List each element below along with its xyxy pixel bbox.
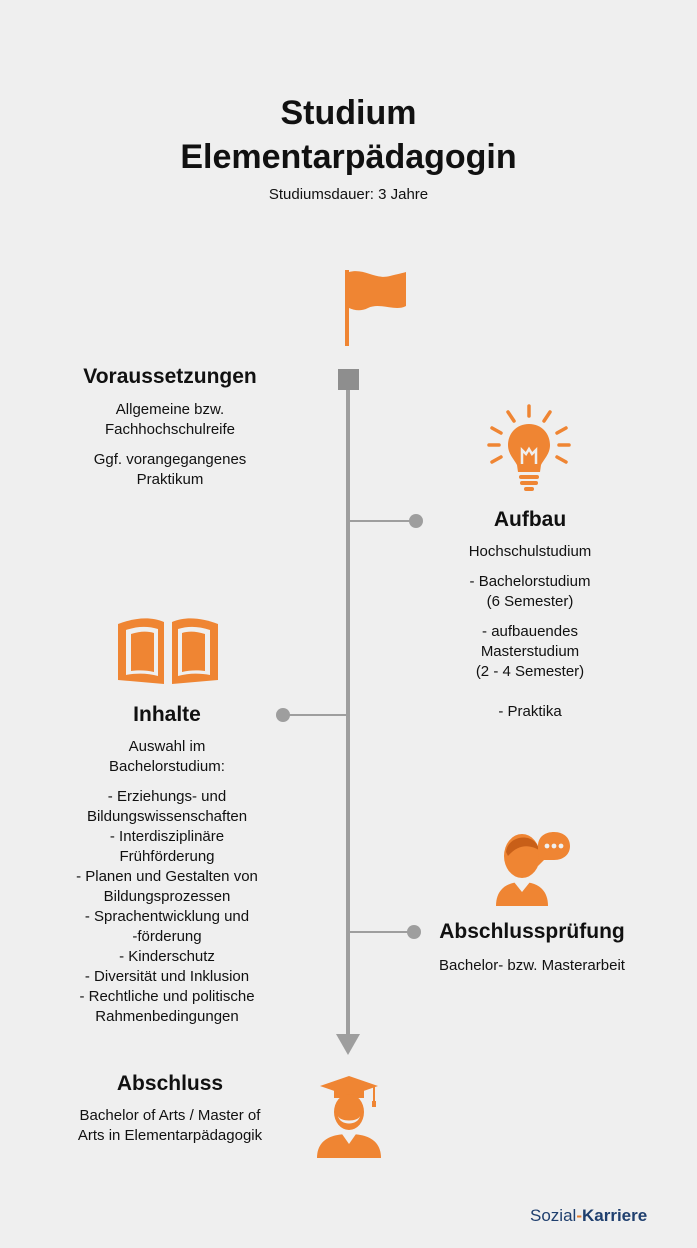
page-title-line1: Studium [280, 94, 417, 132]
branch-inhalte [288, 714, 346, 716]
abschlusspruefung-text: Bachelor- bzw. Masterarbeit [439, 957, 625, 974]
abschluss-text: Bachelor of Arts / Master of Arts in Elementarpädagogik [77, 1107, 263, 1144]
aufbau-heading: Aufbau [493, 508, 567, 531]
page-title-line2: Elementarpädagogin [180, 138, 517, 176]
book-icon [114, 612, 222, 688]
timeline-line [346, 390, 350, 1035]
brand-logo [530, 1206, 647, 1226]
lightbulb-icon [486, 402, 572, 494]
brand-separator: - [576, 1206, 582, 1225]
abschluss-heading: Abschluss [116, 1072, 224, 1095]
flag-icon [340, 268, 410, 348]
timeline-start-square [338, 369, 359, 390]
brand-part2: Karriere [581, 1206, 648, 1225]
voraussetzungen-text: Allgemeine bzw. Fachhochschulreife Ggf. vorangegangenes Praktikum [93, 401, 247, 488]
aufbau-text: Hochschulstudium - Bachelorstudium (6 Semester) - aufbauendes Masterstudium (2 - 4 Semester) - Praktika [468, 543, 592, 720]
branch-abschlusspruefung [350, 931, 412, 933]
study-duration: Studiumsdauer: 3 Jahre [268, 186, 429, 203]
person-speech-icon [492, 826, 572, 908]
inhalte-text: Auswahl im Bachelorstudium: - Erziehungs- und Bildungswissenschaften - Interdisziplinäre Frühförderung - Planen und Gestalten von Bildungsprozessen - Sprachentwicklung und -förderung - Kinderschutz - Diversität und Inklusion - Rechtliche und politische Rahmenbedingungen [76, 738, 258, 1025]
voraussetzungen-heading: Voraussetzungen [83, 365, 257, 388]
branch-dot-inhalte [276, 708, 290, 722]
abschlusspruefung-heading: Abschlussprüfung [439, 920, 625, 943]
graduate-icon [314, 1072, 384, 1160]
brand-part1: Sozial [530, 1206, 577, 1225]
branch-aufbau [350, 520, 412, 522]
timeline-arrow-icon [336, 1034, 360, 1056]
inhalte-heading: Inhalte [133, 703, 201, 726]
